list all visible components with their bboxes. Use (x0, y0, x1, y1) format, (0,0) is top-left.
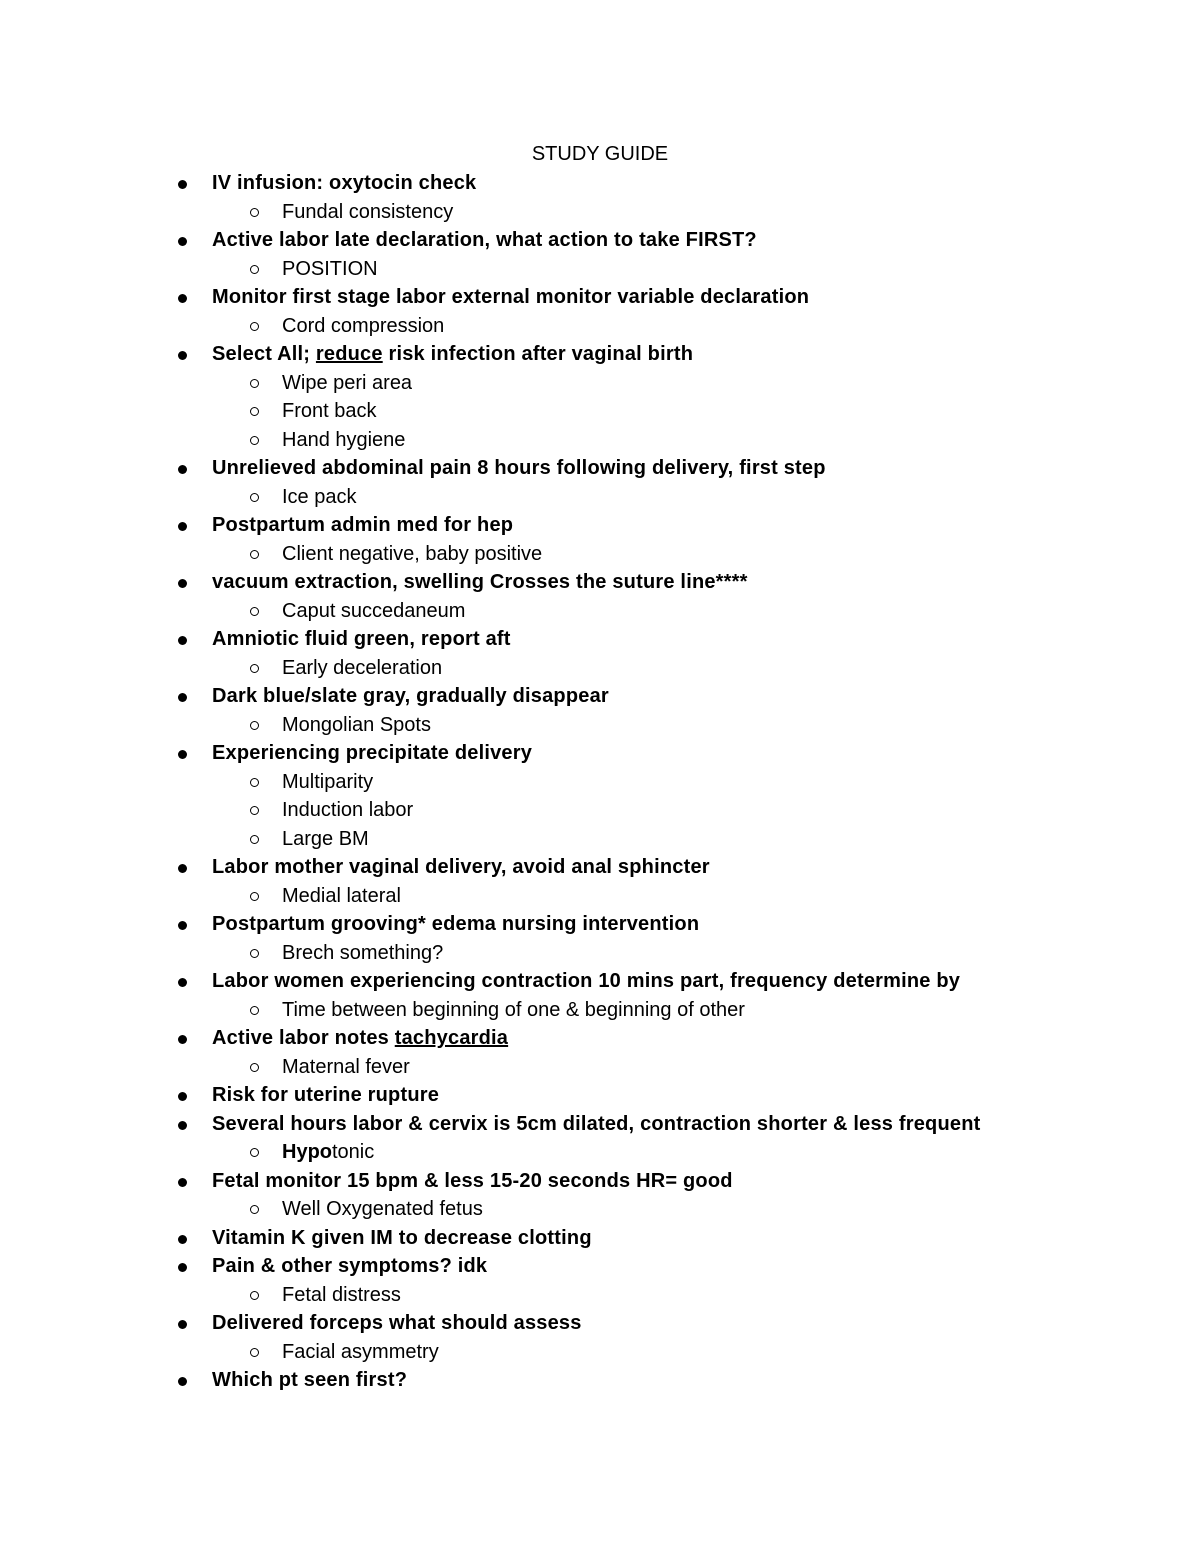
underlined-text: reduce (315, 343, 383, 365)
item-text (212, 1224, 592, 1253)
hollow-bullet-icon (250, 664, 259, 673)
hollow-bullet-icon (250, 1205, 259, 1214)
filled-bullet-icon (178, 1235, 187, 1244)
item-text (212, 283, 809, 312)
item-text (282, 1338, 439, 1367)
item-text (212, 910, 699, 939)
question-item (0, 1366, 1200, 1395)
item-text (212, 1024, 508, 1053)
text-run: Postpartum grooving* edema nursing intervention (212, 913, 700, 935)
text-run: Cord compression (282, 314, 445, 337)
filled-bullet-icon (178, 636, 187, 645)
filled-bullet-icon (178, 1320, 187, 1329)
text-run: Client negative, baby positive (282, 542, 543, 565)
hollow-bullet-icon (250, 550, 259, 559)
question-item (0, 739, 1200, 768)
item-text (282, 768, 373, 797)
item-text (212, 967, 960, 996)
text-run: Time between beginning of one & beginning of other (282, 998, 745, 1021)
text-run: IV infusion: oxytocin check (212, 172, 477, 194)
text-run: Postpartum admin med for hep (212, 514, 514, 536)
answer-item (0, 426, 1200, 455)
answer-item (0, 796, 1200, 825)
item-text (282, 426, 405, 455)
question-item (0, 1167, 1200, 1196)
question-item (0, 340, 1200, 369)
text-run: Labor women experiencing contraction 10 mins part, frequency determine by (212, 970, 961, 992)
filled-bullet-icon (178, 237, 187, 246)
question-item (0, 1081, 1200, 1110)
answer-item (0, 312, 1200, 341)
filled-bullet-icon (178, 750, 187, 759)
answer-item (0, 255, 1200, 284)
item-text (212, 739, 532, 768)
text-run: Brech something? (282, 941, 444, 964)
question-item (0, 568, 1200, 597)
hollow-bullet-icon (250, 493, 259, 502)
text-run: Large BM (282, 827, 369, 850)
hollow-bullet-icon (250, 1291, 259, 1300)
item-text (282, 597, 465, 626)
answer-item (0, 198, 1200, 227)
filled-bullet-icon (178, 921, 187, 930)
filled-bullet-icon (178, 465, 187, 474)
text-run: Active labor late declaration, what action to take FIRST? (212, 229, 757, 251)
item-text (282, 369, 412, 398)
text-run: Pain & other symptoms? idk (212, 1255, 488, 1277)
text-run: Wipe peri area (282, 371, 413, 394)
question-item (0, 682, 1200, 711)
answer-item (0, 597, 1200, 626)
item-text (212, 625, 511, 654)
filled-bullet-icon (178, 864, 187, 873)
text-run: Caput succedaneum (282, 599, 466, 622)
item-text (282, 397, 376, 426)
filled-bullet-icon (178, 693, 187, 702)
filled-bullet-icon (178, 1263, 187, 1272)
item-text (282, 882, 401, 911)
filled-bullet-icon (178, 1121, 187, 1130)
answer-item (0, 711, 1200, 740)
filled-bullet-icon (178, 522, 187, 531)
answer-item (0, 1138, 1200, 1167)
question-item (0, 967, 1200, 996)
question-item (0, 1024, 1200, 1053)
page-title: STUDY GUIDE (531, 143, 669, 165)
filled-bullet-icon (178, 579, 187, 588)
text-run: Induction labor (282, 799, 414, 821)
text-run: vacuum extraction, swelling Crosses the suture line**** (212, 571, 748, 593)
text-run: Several hours labor & cervix is 5cm dilated, contraction shorter & less frequent (212, 1112, 981, 1135)
item-text (212, 1366, 407, 1395)
text-run: Medial lateral (282, 884, 401, 907)
hollow-bullet-icon (250, 1006, 259, 1015)
hollow-bullet-icon (250, 607, 259, 616)
filled-bullet-icon (178, 294, 187, 303)
text-run: Vitamin K given IM to decrease clotting (212, 1226, 592, 1249)
item-text (282, 312, 444, 341)
item-text (212, 1110, 980, 1139)
answer-item (0, 768, 1200, 797)
text-run: Select All; (212, 343, 316, 365)
item-text (282, 654, 442, 683)
text-run: Monitor first stage labor external monitor variable declaration (212, 286, 810, 308)
item-text (282, 483, 356, 512)
filled-bullet-icon (178, 1035, 187, 1044)
hollow-bullet-icon (250, 1148, 259, 1157)
item-text (282, 540, 542, 569)
answer-item (0, 540, 1200, 569)
text-run: Hand hygiene (282, 428, 406, 451)
question-item (0, 625, 1200, 654)
item-text (282, 1281, 401, 1310)
text-run: Amniotic fluid green, report aft (212, 628, 511, 650)
filled-bullet-icon (178, 978, 187, 987)
answer-item (0, 1195, 1200, 1224)
item-text (212, 169, 476, 198)
item-text (212, 1167, 733, 1196)
text-run: Active labor notes (212, 1027, 395, 1049)
answer-item (0, 825, 1200, 854)
item-text (212, 226, 757, 255)
answer-item (0, 1338, 1200, 1367)
item-text (212, 454, 826, 483)
answer-item (0, 1281, 1200, 1310)
item-text (212, 1309, 582, 1338)
question-item (0, 283, 1200, 312)
answer-item (0, 996, 1200, 1025)
text-run: Mongolian Spots (282, 713, 431, 736)
item-text (282, 796, 413, 825)
question-item (0, 910, 1200, 939)
question-item (0, 1309, 1200, 1338)
filled-bullet-icon (178, 1092, 187, 1101)
item-text (282, 1138, 374, 1167)
answer-item (0, 654, 1200, 683)
answer-item (0, 939, 1200, 968)
item-text (282, 255, 378, 284)
text-run: Unrelieved abdominal pain 8 hours following delivery, first step (212, 457, 826, 479)
filled-bullet-icon (178, 180, 187, 189)
hollow-bullet-icon (250, 208, 259, 217)
hollow-bullet-icon (250, 379, 259, 388)
answer-item (0, 369, 1200, 398)
text-run: Well Oxygenated fetus (282, 1198, 483, 1220)
item-text (282, 825, 369, 854)
text-run: Maternal fever (282, 1055, 410, 1078)
hollow-bullet-icon (250, 892, 259, 901)
item-text (212, 1081, 439, 1110)
answer-item (0, 882, 1200, 911)
filled-bullet-icon (178, 1178, 187, 1187)
bold-text: Hypo (282, 1141, 332, 1163)
question-item (0, 1224, 1200, 1253)
hollow-bullet-icon (250, 265, 259, 274)
item-text (212, 682, 609, 711)
hollow-bullet-icon (250, 806, 259, 815)
text-run: risk infection after vaginal birth (382, 343, 694, 365)
hollow-bullet-icon (250, 721, 259, 730)
text-run: Experiencing precipitate delivery (212, 742, 533, 764)
text-run: Fundal consistency (282, 200, 454, 223)
text-run: Facial asymmetry (282, 1340, 439, 1363)
item-text (282, 711, 431, 740)
item-text (282, 1195, 483, 1224)
text-run: Ice pack (282, 485, 357, 508)
item-text (282, 939, 443, 968)
item-text (212, 1252, 487, 1281)
question-item (0, 511, 1200, 540)
item-text (212, 853, 710, 882)
question-item (0, 454, 1200, 483)
text-run: Labor mother vaginal delivery, avoid anal sphincter (212, 856, 710, 878)
hollow-bullet-icon (250, 835, 259, 844)
question-item (0, 226, 1200, 255)
answer-item (0, 483, 1200, 512)
study-guide-list (0, 169, 1200, 1395)
answer-item (0, 397, 1200, 426)
text-run: Early deceleration (282, 656, 443, 679)
filled-bullet-icon (178, 351, 187, 360)
text-run: Multiparity (282, 770, 374, 793)
hollow-bullet-icon (250, 407, 259, 416)
item-text (212, 340, 693, 369)
hollow-bullet-icon (250, 436, 259, 445)
question-item (0, 1110, 1200, 1139)
text-run: Which pt seen first? (212, 1369, 408, 1391)
question-item (0, 1252, 1200, 1281)
text-run: Dark blue/slate gray, gradually disappear (212, 685, 609, 707)
question-item (0, 169, 1200, 198)
item-text (282, 996, 745, 1025)
hollow-bullet-icon (250, 1063, 259, 1072)
hollow-bullet-icon (250, 1348, 259, 1357)
text-run: Fetal monitor 15 bpm & less 15-20 seconds HR= good (212, 1169, 733, 1192)
item-text (282, 198, 453, 227)
text-run: Risk for uterine rupture (212, 1084, 440, 1106)
text-run: Fetal distress (282, 1283, 401, 1306)
text-run: Front back (282, 400, 377, 422)
answer-item (0, 1053, 1200, 1082)
item-text (212, 568, 748, 597)
text-run: Delivered forceps what should assess (212, 1312, 582, 1334)
underlined-text: tachycardia (394, 1027, 509, 1049)
item-text (212, 511, 513, 540)
text-run: tonic (332, 1141, 375, 1163)
hollow-bullet-icon (250, 949, 259, 958)
hollow-bullet-icon (250, 778, 259, 787)
text-run: POSITION (282, 257, 378, 280)
filled-bullet-icon (178, 1377, 187, 1386)
hollow-bullet-icon (250, 322, 259, 331)
question-item (0, 853, 1200, 882)
item-text (282, 1053, 410, 1082)
